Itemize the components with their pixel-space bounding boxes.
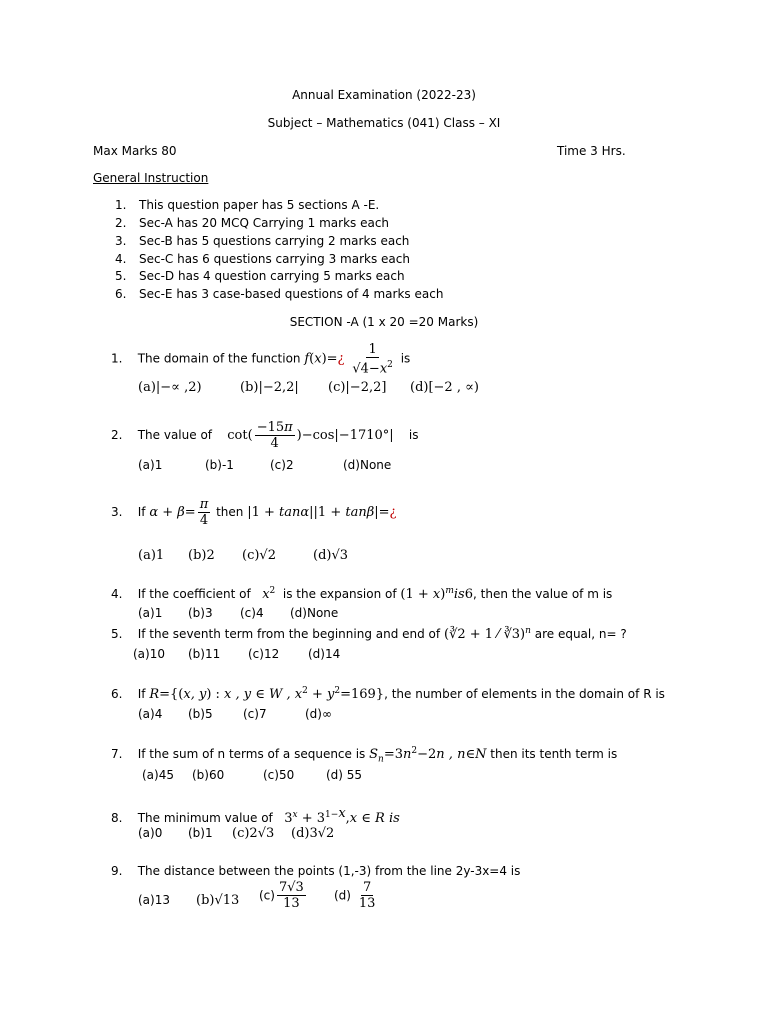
question-4-option-a: (a)1 [138, 606, 163, 620]
question-2-option-d: (d)None [343, 458, 392, 472]
question-6-option-b: (b)5 [188, 707, 213, 721]
question-2: 2. The value of cot( $\frac{-15\pi}{4}$ )−cos|−1710°| is [111, 420, 419, 451]
time-allowed: Time 3 Hrs. [557, 144, 626, 158]
section-a-heading: SECTION -A (1 x 20 =20 Marks) [289, 315, 479, 329]
question-6-option-d: (d)∞ [305, 707, 332, 721]
subject-line: Subject – Mathematics (041) Class – XI [267, 116, 501, 130]
instruction-item: 3. Sec-B has 5 questions carrying 2 marks each [115, 234, 410, 248]
question-3-option-d: (d)√3 [313, 548, 349, 563]
question-9-option-d: (d) $\frac{7}{13}$ [334, 880, 376, 911]
question-4: 4. If the coefficient of $x^2$ is the expansion of $(1 + x)^mis6$, then the value of m is [111, 586, 613, 602]
question-5-option-c: (c)12 [248, 647, 280, 661]
question-7-option-d: (d) 55 [326, 768, 363, 782]
instruction-item: 5. Sec-D has 4 question carrying 5 marks each [115, 269, 405, 283]
question-7: 7. If the sum of n terms of a sequence is $S_n=3n^2-2n$ , n∈N then its tenth term is [111, 746, 618, 765]
question-1: 1. The domain of the function f(x)=¿ $\frac{1}{√4-x^2}$ is [111, 342, 411, 377]
question-8-option-b: (b)1 [188, 826, 213, 840]
instructions-heading: General Instruction [93, 171, 209, 185]
question-5: 5. If the seventh term from the beginning and end of (∛2 + 1 ⁄ ∛3)$^n$ are equal, n= ? [111, 626, 627, 642]
question-8-option-a: (a)0 [138, 826, 163, 840]
question-8-option-d: (d)3√2 [291, 826, 335, 841]
question-9-option-b: (b)√13 [196, 893, 240, 908]
question-9-option-c: (c) $\frac{7√3}{13}$ [259, 880, 304, 911]
question-7-option-a: (a)45 [142, 768, 174, 782]
question-4-option-d: (d)None [290, 606, 339, 620]
question-6-option-c: (c)7 [243, 707, 267, 721]
question-2-option-c: (c)2 [270, 458, 294, 472]
instruction-item: 2. Sec-A has 20 MCQ Carrying 1 marks each [115, 216, 390, 230]
question-9: 9. The distance between the points (1,-3) from the line 2y-3x=4 is [111, 864, 521, 878]
question-1-option-a: (a)|−∝ ,2) [138, 380, 202, 395]
instruction-item: 4. Sec-C has 6 questions carrying 3 marks each [115, 252, 410, 266]
question-3-option-b: (b)2 [188, 548, 215, 563]
question-5-option-d: (d)14 [308, 647, 341, 661]
question-5-option-a: (a)10 [133, 647, 165, 661]
instruction-item: 1. This question paper has 5 sections A -E. [115, 198, 380, 212]
max-marks: Max Marks 80 [93, 144, 177, 158]
exam-title: Annual Examination (2022-23) [292, 88, 476, 102]
instruction-item: 6. Sec-E has 3 case-based questions of 4 marks each [115, 287, 444, 301]
question-5-option-b: (b)11 [188, 647, 221, 661]
question-7-option-b: (b)60 [192, 768, 225, 782]
question-9-option-a: (a)13 [138, 893, 170, 907]
question-3: 3. If α + β= $\frac{\pi}{4}$ then |1 + tanα||1 + tanβ|=¿ [111, 497, 397, 528]
question-1-option-d: (d)[−2 , ∝) [410, 380, 479, 395]
question-4-option-b: (b)3 [188, 606, 213, 620]
question-8-option-c: (c)2√3 [232, 826, 275, 841]
question-1-option-c: (c)|−2,2] [328, 380, 387, 395]
question-2-option-a: (a)1 [138, 458, 163, 472]
question-4-option-c: (c)4 [240, 606, 264, 620]
question-2-option-b: (b)-1 [205, 458, 234, 472]
question-1-option-b: (b)|−2,2| [240, 380, 299, 395]
question-3-option-a: (a)1 [138, 548, 165, 563]
question-6: 6. If R={(x, y) : x , y ∈ W , $x^2 + y^2=169$}, the number of elements in the domain of R is [111, 686, 665, 702]
question-7-option-c: (c)50 [263, 768, 295, 782]
question-8: 8. The minimum value of $3^x + 3^{1-x},x$ ∈ R is [111, 806, 400, 826]
question-3-option-c: (c)√2 [242, 548, 276, 563]
question-6-option-a: (a)4 [138, 707, 163, 721]
